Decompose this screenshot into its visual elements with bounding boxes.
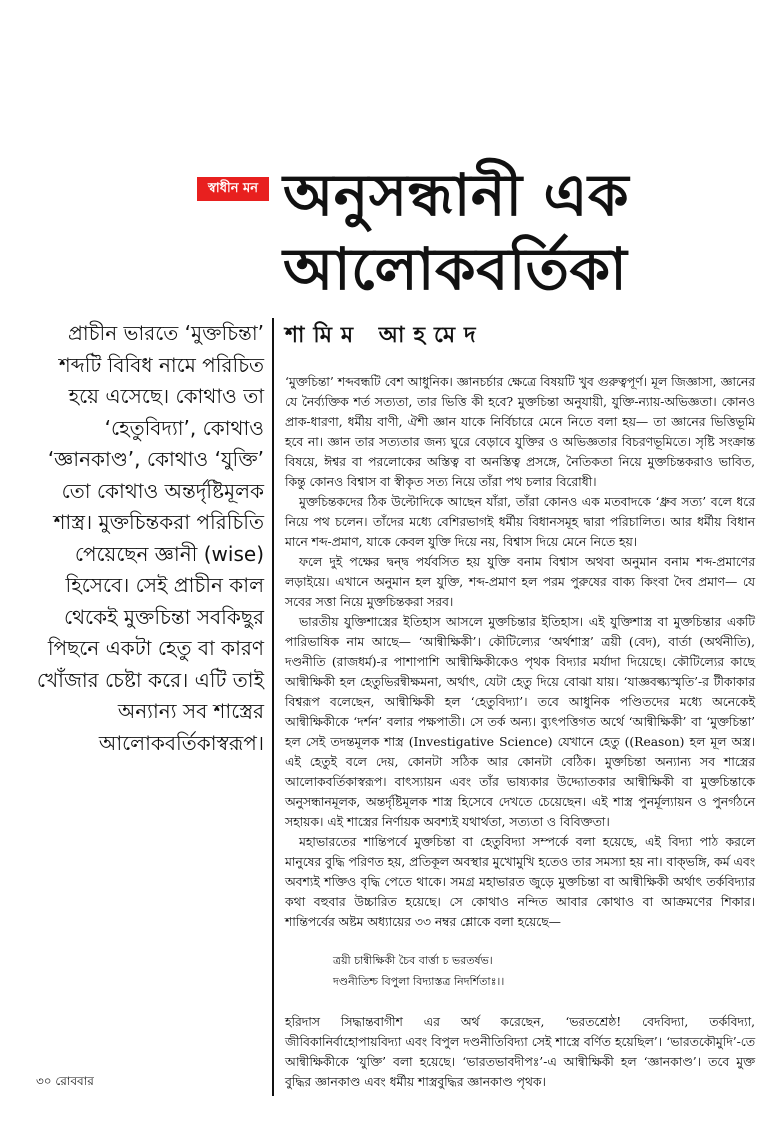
- column-divider: [272, 318, 274, 1096]
- paragraph: ভারতীয় যুক্তিশাস্ত্রের ইতিহাস আসলে মুক্তচিন্তার ইতিহাস। এই যুক্তিশাস্ত্র বা মুক্তচিন্তার একটি পারিভাষিক নাম আছে— ‘আন্বীক্ষিকী’। কৌটিল্যের ‘অর্থশাস্ত্র’ ত্রয়ী (বেদ), বার্তা (অর্থনীতি), দণ্ডনীতি (রাজধর্ম)-র পাশাপাশি আন্বীক্ষিকীকেও পৃথক বিদ্যার মর্যাদা দিয়েছে। কৌটিল্যের কাছে আন্বীক্ষিকী হল হেতুভিরন্বীক্ষমনা, অর্থাৎ, যেটা হেতু দিয়ে বোঝা যায়। ‘যাজ্ঞবল্ক্যস্মৃতি’-র টীকাকার বিশ্বরূপ বলেছেন, আন্বীক্ষিকী হল ‘হেতুবিদ্যা’। তবে আধুনিক পণ্ডিতদের মধ্যে অনেকেই আন্বীক্ষিকীকে ‘দর্শন’ বলার পক্ষপাতী। সে তর্ক অন্য। ব্যুৎপত্তিগত অর্থে ‘আন্বীক্ষিকী’ বা ‘মুক্তচিন্তা’ হল সেই তদন্তমূলক শাস্ত্র (Investigative Science) যেখানে হেতু ((Reason) হল মূল অস্ত্র। এই হেতুই বলে দেয়, কোনটা সঠিক আর কোনটা বেঠিক। মুক্তচিন্তা অন্যান্য সব শাস্ত্রের আলোকবর্তিকাস্বরূপ। বাৎস্যায়ন এবং তাঁর ভাষ্যকার উদ্দ্যোতকার আন্বীক্ষিকী বা মুক্তচিন্তাকে অনুসন্ধানমূলক, অন্তর্দৃষ্টিমূলক শাস্ত্র হিসেবে দেখতে চেয়েছেন। এই শাস্ত্র পুনর্মূল্যায়ন ও পুনর্গঠনে সহায়ক। এই শাস্ত্রের নির্ণায়ক অবশ্যই যথার্থতা, সত্যতা ও বিবিক্ততা।: [285, 615, 755, 829]
- section-tag: স্বাধীন মন: [197, 177, 269, 201]
- title-line-2: আলোকবর্তিকা: [283, 235, 628, 303]
- article-body: [285, 372, 755, 1092]
- verse-line: দণ্ডনীতিশ্চ বিপুলা বিদ্যাস্তত্র নিদর্শিতাঃ।।: [333, 975, 505, 988]
- author-byline: শামিম আহমেদ: [285, 323, 485, 348]
- paragraph: হরিদাস সিদ্ধান্তবাগীশ এর অর্থ করেছেন, ‘ভরতশ্রেষ্ঠ! বেদবিদ্যা, তর্কবিদ্যা, জীবিকানির্বাহোপায়বিদ্যা এবং বিপুল দণ্ডনীতিবিদ্যা সেই শাস্ত্রে বর্ণিত হয়েছিল’। ‘ভারতকৌমুদি’-তে আন্বীক্ষিকীকে ‘যুক্তি’ বলা হয়েছে। ‘ভারতভাবদীপঃ’-এ আন্বীক্ষিকী হল ‘জ্ঞানকাণ্ড’। তবে মুক্ত বুদ্ধির জ্ঞানকাণ্ড এবং ধর্মীয় শাস্ত্রবুদ্ধির জ্ঞানকাণ্ড পৃথক।: [285, 1015, 755, 1089]
- verse-line: ত্রয়ী চান্বীক্ষিকী চৈব বার্ত্তা চ ভরতর্ষভ।: [333, 954, 493, 967]
- paragraph: ফলে দুই পক্ষের দ্বন্দ্ব পর্যবসিত হয় যুক্তি বনাম বিশ্বাস অথবা অনুমান বনাম শব্দ-প্রমাণের লড়াইয়ে। এখানে অনুমান হল যুক্তি, শব্দ-প্রমাণ হল পরম পুরুষের বাক্য কিংবা দৈব প্রমাণ— যে সবের সত্তা নিয়ে মুক্তচিন্তকরা সরব।: [285, 555, 755, 609]
- page-footer: ৩০ রোববার: [36, 1074, 94, 1088]
- sanskrit-verse: [333, 950, 755, 992]
- paragraph: মহাভারতের শান্তিপর্বে মুক্তচিন্তা বা হেতুবিদ্যা সম্পর্কে বলা হয়েছে, এই বিদ্যা পাঠ করলে মানুষের বুদ্ধি পরিণত হয়, প্রতিকূল অবস্থার মুখোমুখি হতেও তার সমস্যা হয় না। বাক্‌ভঙ্গি, কর্ম এবং অবশ্যই শক্তিও বৃদ্ধি পেতে থাকে। সমগ্র মহাভারত জুড়ে মুক্তচিন্তা বা আন্বীক্ষিকী অর্থাৎ তর্কবিদ্যার কথা বহুবার উচ্চারিত হয়েছে। সে কোথাও নন্দিত আবার কোথাও বা আক্রমণের শিকার। শান্তিপর্বের অষ্টম অধ্যায়ের ৩৩ নম্বর শ্লোকে বলা হয়েছে—: [285, 835, 755, 929]
- article-title: [283, 158, 753, 306]
- paragraph: ‘মুক্তচিন্তা’ শব্দবন্ধটি বেশ আধুনিক। জ্ঞানচর্চার ক্ষেত্রে বিষয়টি খুব গুরুত্বপূর্ণ। মূল জিজ্ঞাসা, জ্ঞানের যে নৈর্ব্যক্তিক শর্ত সত্যতা, তার ভিত্তি কী হবে? মুক্তচিন্তা অনুযায়ী, যুক্তি-ন্যায়-অভিজ্ঞতা। কোনও প্রাক-ধারণা, ধর্মীয় বাণী, ঐশী জ্ঞান যাকে নির্বিচারে মেনে নিতে বলা হয়— তা জ্ঞানের ভিত্তিভূমি হবে না। জ্ঞান তার সত্যতার জন্য ঘুরে বেড়াবে যুক্তির ও অভিজ্ঞতার বিচরণভূমিতে। সৃষ্টি সংক্রান্ত বিষয়ে, ঈশ্বর বা পরলোকের অস্তিত্ব বা অনস্তিত্ব প্রসঙ্গে, নৈতিকতা নিয়ে মুক্তচিন্তকরাও ভাবিত, কিন্তু কোনও বিশ্বাস বা স্বীকৃত সত্য নিয়ে তাঁরা পথ চলার বিরোধী।: [285, 375, 755, 489]
- title-line-1: অনুসন্ধানী এক: [283, 161, 630, 229]
- pull-quote: প্রাচীন ভারতে ‘মুক্তচিন্তা’ শব্দটি বিবিধ নামে পরিচিত হয়ে এসেছে। কোথাও তা ‘হেতুবিদ্যা’, কোথাও ‘জ্ঞানকাণ্ড’, কোথাও ‘যুক্তি’ তো কোথাও অন্তর্দৃষ্টিমূলক শাস্ত্র। মুক্তচিন্তকরা পরিচিতি পেয়েছেন জ্ঞানী (wise) হিসেবে। সেই প্রাচীন কাল থেকেই মুক্তচিন্তা সবকিছুর পিছনে একটা হেতু বা কারণ খোঁজার চেষ্টা করে। এটি তাই অন্যান্য সব শাস্ত্রের আলোকবর্তিকাস্বরূপ।: [36, 321, 264, 755]
- paragraph: মুক্তচিন্তকদের ঠিক উল্টোদিকে আছেন যাঁরা, তাঁরা কোনও এক মতবাদকে ‘ধ্রুব সত্য’ বলে ধরে নিয়ে পথ চলেন। তাঁদের মধ্যে বেশিরভাগই ধর্মীয় বিধানসমূহ দ্বারা পরিচালিত। আর ধর্মীয় বিধান মানে শব্দ-প্রমাণ, যাকে কেবল যুক্তি দিয়ে নয়, বিশ্বাস দিয়ে মেনে নিতে হয়।: [285, 495, 755, 549]
